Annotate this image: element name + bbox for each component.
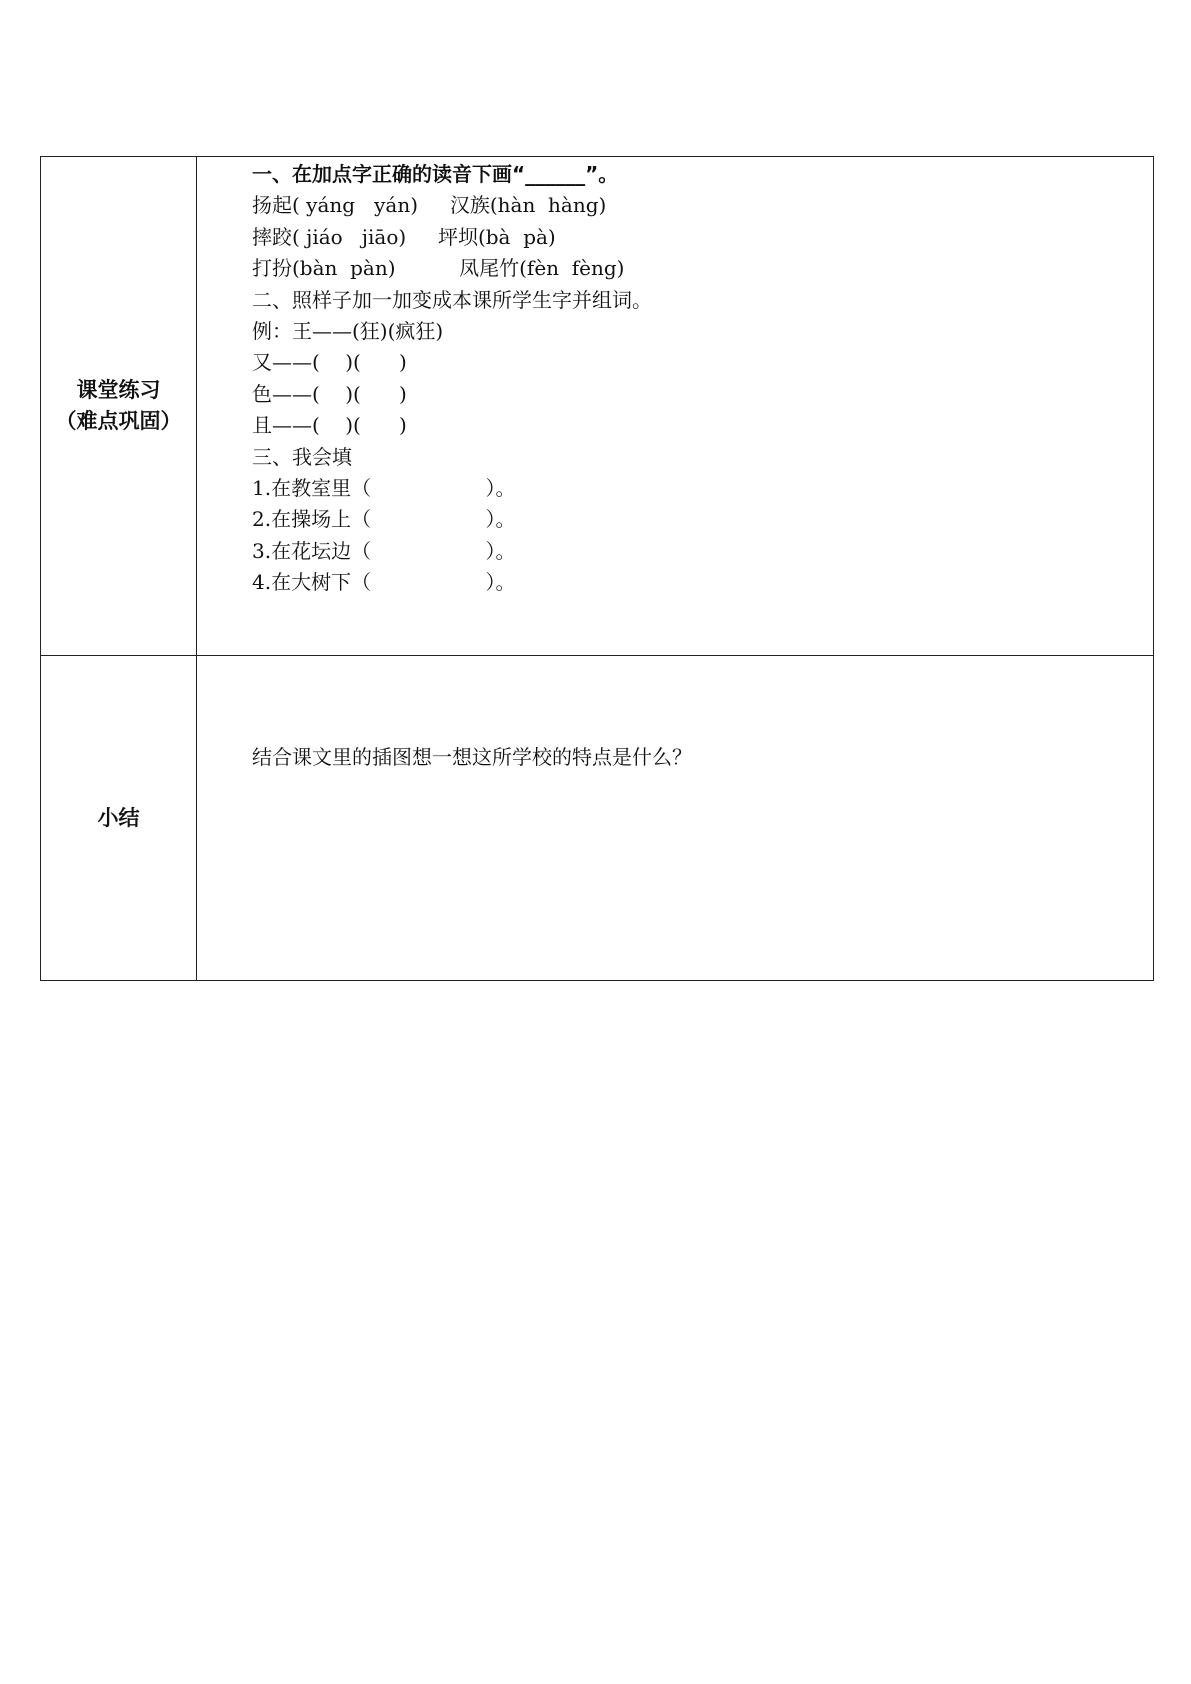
summary-label: 小结 (97, 805, 140, 830)
exercise-3-item-2: 2.在操场上（ ）。 (252, 507, 516, 532)
practice-label-title: 课堂练习 (76, 378, 161, 402)
exercise-3-item-1: 1.在教室里（ ）。 (252, 476, 516, 501)
exercise-2-item-3: 且——( )( ) (252, 413, 407, 438)
summary-label-cell (41, 656, 197, 981)
practice-label-cell (41, 157, 197, 656)
practice-label-subtitle: （难点巩固） (55, 409, 182, 433)
summary-row (41, 656, 1154, 981)
exercise-1-line-3: 打扮(bàn pàn) 凤尾竹(fèn fèng) (252, 256, 625, 281)
exercise-3-item-3: 3.在花坛边（ ）。 (252, 538, 516, 563)
exercise-3-heading: 三、我会填 (252, 444, 352, 469)
exercise-1-line-1: 扬起( yáng yán) 汉族(hàn hàng) (252, 193, 607, 218)
exercise-2-item-1: 又——( )( ) (252, 350, 407, 375)
exercise-2-item-2: 色——( )( ) (252, 381, 407, 406)
exercise-1-line-2: 摔跤( jiáo jiāo) 坪坝(bà pà) (252, 224, 556, 249)
summary-question: 结合课文里的插图想一想这所学校的特点是什么？ (252, 745, 692, 769)
practice-content-cell (197, 157, 1154, 656)
lesson-worksheet-table (40, 156, 1154, 981)
exercise-2-example: 例：王——(狂)(疯狂) (252, 319, 444, 344)
practice-row (41, 157, 1154, 656)
summary-content-cell (197, 656, 1154, 981)
exercise-1-heading: 一、在加点字正确的读音下画“______”。 (252, 162, 619, 186)
exercise-3-item-4: 4.在大树下（ ）。 (252, 570, 516, 595)
exercise-2-heading: 二、照样子加一加变成本课所学生字并组词。 (252, 287, 652, 312)
